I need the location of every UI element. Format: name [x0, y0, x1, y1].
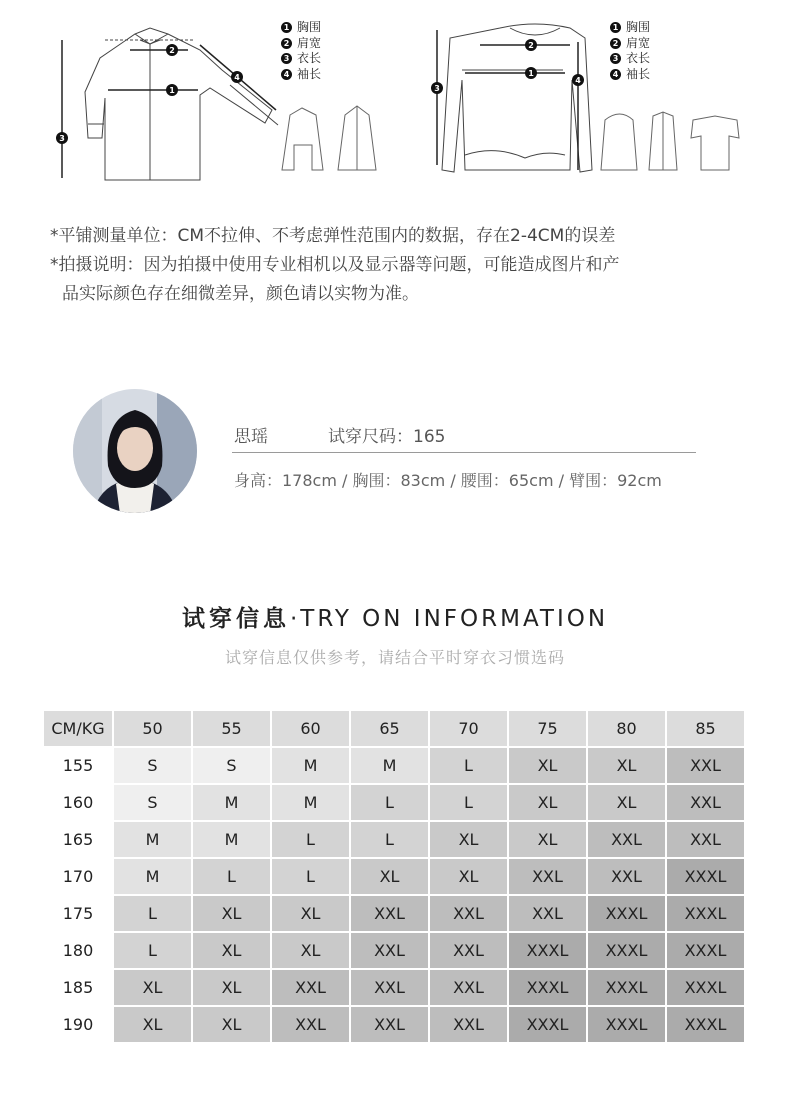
size-cell: XXXL [509, 970, 586, 1007]
size-cell: XXL [430, 970, 507, 1007]
table-row [44, 822, 744, 859]
sweater-measurement-diagram [425, 20, 745, 185]
size-cell: XL [272, 896, 349, 933]
title-en: TRY ON INFORMATION [300, 606, 609, 632]
size-cell: XXXL [588, 896, 665, 933]
table-row [44, 933, 744, 970]
size-cell: XXL [509, 859, 586, 896]
size-cell: XXL [272, 970, 349, 1007]
table-row [44, 970, 744, 1007]
weight-header-cell: 75 [509, 711, 586, 748]
size-cell: XXL [667, 748, 744, 785]
table-row [44, 1007, 744, 1044]
size-cell: M [114, 822, 191, 859]
divider [232, 452, 696, 453]
weight-header-cell: 85 [667, 711, 744, 748]
size-cell: XL [430, 859, 507, 896]
legend-label: 胸围 [626, 20, 651, 34]
model-size: 试穿尺码：165 [328, 427, 446, 447]
size-cell: XXL [588, 822, 665, 859]
size-cell: XXL [430, 1007, 507, 1044]
height-cell: 185 [44, 970, 112, 1007]
title-zh: 试穿信息 [181, 606, 290, 632]
legend-item [281, 20, 321, 36]
height-cell: 155 [44, 748, 112, 785]
weight-header-cell: 70 [430, 711, 507, 748]
height-cell: 165 [44, 822, 112, 859]
size-cell: L [430, 785, 507, 822]
legend-label: 袖长 [626, 66, 651, 81]
size-cell: XL [114, 1007, 191, 1044]
size-cell: XL [588, 785, 665, 822]
legend-item [610, 51, 650, 67]
size-cell: XXXL [588, 970, 665, 1007]
size-cell: XL [509, 822, 586, 859]
table-row [44, 785, 744, 822]
number-badge-icon: 1 [610, 22, 621, 33]
size-cell: XXL [351, 1007, 428, 1044]
legend-label: 肩宽 [297, 35, 322, 50]
size-cell: M [272, 785, 349, 822]
size-cell: XL [193, 896, 270, 933]
size-cell: XL [509, 748, 586, 785]
svg-text:1: 1 [528, 69, 534, 78]
size-cell: XXXL [588, 1007, 665, 1044]
size-cell: XXXL [509, 1007, 586, 1044]
size-cell: L [351, 785, 428, 822]
weight-header-cell: 80 [588, 711, 665, 748]
size-table [42, 711, 746, 1044]
size-cell: L [430, 748, 507, 785]
height-cell: 175 [44, 896, 112, 933]
model-measurements: 身高：178cm / 胸围：83cm / 腰围：65cm / 臂围：92cm [234, 471, 662, 490]
size-cell: XXXL [667, 970, 744, 1007]
number-badge-icon: 2 [610, 38, 621, 49]
svg-text:2: 2 [169, 46, 175, 55]
size-cell: XXXL [667, 1007, 744, 1044]
shirt-measurement-diagram [50, 20, 380, 185]
size-cell: L [114, 896, 191, 933]
height-cell: 190 [44, 1007, 112, 1044]
size-cell: L [272, 859, 349, 896]
height-cell: 170 [44, 859, 112, 896]
number-badge-icon: 4 [281, 69, 292, 80]
size-cell: M [114, 859, 191, 896]
size-cell: XXXL [509, 933, 586, 970]
legend-item [610, 20, 650, 36]
table-header-row [44, 711, 744, 748]
legend-item [281, 51, 321, 67]
height-cell: 160 [44, 785, 112, 822]
size-cell: XXL [351, 970, 428, 1007]
weight-header-cell: 50 [114, 711, 191, 748]
legend-item [610, 36, 650, 52]
table-row [44, 859, 744, 896]
size-cell: XXL [667, 822, 744, 859]
title-dot: · [289, 606, 301, 632]
size-cell: XL [509, 785, 586, 822]
number-badge-icon: 4 [610, 69, 621, 80]
size-cell: XL [588, 748, 665, 785]
legend-label: 衣长 [626, 51, 651, 65]
svg-text:3: 3 [59, 134, 65, 143]
size-cell: XXL [272, 1007, 349, 1044]
size-cell: XL [430, 822, 507, 859]
model-avatar [72, 388, 198, 514]
legend-item [281, 36, 321, 52]
table-row [44, 896, 744, 933]
size-cell: S [114, 748, 191, 785]
legend-label: 胸围 [297, 20, 322, 34]
size-cell: XXXL [667, 933, 744, 970]
number-badge-icon: 3 [281, 53, 292, 64]
section-subtitle: 试穿信息仅供参考，请结合平时穿衣习惯选码 [224, 648, 565, 667]
size-cell: XXL [351, 933, 428, 970]
size-cell: L [114, 933, 191, 970]
section-title [0, 600, 790, 633]
number-badge-icon: 2 [281, 38, 292, 49]
note-photo: *拍摄说明：因为拍摄中使用专业相机以及显示器等问题，可能造成图片和产 [50, 255, 620, 275]
size-cell: XXL [588, 859, 665, 896]
note-unit: *平铺测量单位：CM不拉伸、不考虑弹性范围内的数据，存在2-4CM的误差 [50, 226, 616, 246]
size-cell: M [272, 748, 349, 785]
legend-label: 衣长 [297, 51, 322, 65]
model-name: 思瑶 [234, 427, 268, 447]
svg-text:3: 3 [434, 84, 440, 93]
size-cell: L [351, 822, 428, 859]
size-cell: XXXL [588, 933, 665, 970]
size-cell: M [193, 785, 270, 822]
legend-item [281, 67, 321, 83]
table-row [44, 748, 744, 785]
size-cell: S [193, 748, 270, 785]
size-cell: XL [193, 933, 270, 970]
svg-text:2: 2 [528, 41, 534, 50]
legend-right [610, 20, 650, 82]
size-cell: M [351, 748, 428, 785]
number-badge-icon: 3 [610, 53, 621, 64]
size-cell: XXL [430, 933, 507, 970]
size-cell: L [272, 822, 349, 859]
svg-text:4: 4 [234, 73, 240, 82]
svg-text:4: 4 [575, 76, 581, 85]
height-cell: 180 [44, 933, 112, 970]
svg-text:1: 1 [169, 86, 175, 95]
size-cell: XL [351, 859, 428, 896]
size-cell: L [193, 859, 270, 896]
size-cell: XXL [351, 896, 428, 933]
size-cell: XXXL [667, 859, 744, 896]
size-cell: XL [193, 1007, 270, 1044]
note-photo-cont: 品实际颜色存在细微差异，颜色请以实物为准。 [62, 284, 419, 304]
weight-header-cell: 65 [351, 711, 428, 748]
size-cell: XL [272, 933, 349, 970]
size-cell: XXXL [667, 896, 744, 933]
weight-header-cell: 55 [193, 711, 270, 748]
size-cell: XXL [430, 896, 507, 933]
legend-label: 袖长 [297, 66, 322, 81]
legend-label: 肩宽 [626, 35, 651, 50]
weight-header-cell: 60 [272, 711, 349, 748]
legend-item [610, 67, 650, 83]
table-corner-cell: CM/KG [44, 711, 112, 748]
size-cell: S [114, 785, 191, 822]
size-cell: XL [193, 970, 270, 1007]
size-cell: XXL [509, 896, 586, 933]
size-cell: XXL [667, 785, 744, 822]
measurement-notes [50, 222, 740, 309]
legend-left [281, 20, 321, 82]
size-cell: XL [114, 970, 191, 1007]
size-cell: M [193, 822, 270, 859]
number-badge-icon: 1 [281, 22, 292, 33]
